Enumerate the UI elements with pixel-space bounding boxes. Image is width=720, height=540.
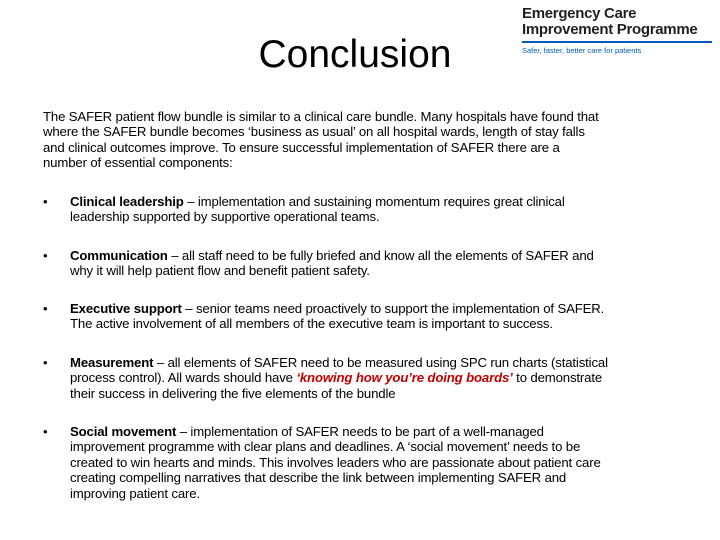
bullet-term: Clinical leadership [70,194,184,209]
bullet-text: why it will help patient flow and benefit patient safety. [70,263,370,279]
bullet-text: – implementation of SAFER needs to be part of a well-managed [176,424,544,439]
bullet-text: – all staff need to be fully briefed and know all the elements of SAFER and [167,248,594,263]
logo-tagline: Safer, faster, better care for patients [522,45,642,55]
slide-title: Conclusion [258,33,452,76]
bullet-term: Communication [70,248,168,263]
intro-line: The SAFER patient flow bundle is similar to a clinical care bundle. Many hospitals have found that [43,109,599,124]
bullet-text: – all elements of SAFER need to be measured using SPC run charts (statistical [153,355,608,370]
bullet-text: process control). All wards should have [70,370,297,386]
bullet-text: created to win hearts and minds. This involves leaders who are passionate about patient care [70,454,601,470]
intro-line: number of essential components: [43,155,233,171]
bullet-text: creating compelling narratives that describe the link between implementing SAFER and [70,470,567,486]
bullet-text: leadership supported by supportive operational teams. [70,209,380,225]
bullet-marker: • [43,301,48,316]
bullet-text: – senior teams need proactively to support the implementation of SAFER. [181,301,605,316]
bullet-text: improving patient care. [70,485,200,501]
bullet-marker: • [43,424,48,439]
bullet-text: to demonstrate [512,370,603,386]
intro-line: where the SAFER bundle becomes ‘business as usual’ on all hospital wards, length of stay falls [43,124,585,140]
bullet-term: Social movement [70,424,177,439]
bullet-text: The active involvement of all members of the executive team is important to success. [70,316,553,332]
bullet-marker: • [43,355,48,370]
logo-line-1: Emergency Care [522,5,637,22]
bullet-term: Measurement [70,355,154,370]
bullet-marker: • [43,194,48,209]
ecip-logo [522,6,712,55]
logo-divider [522,41,712,43]
bullet-marker: • [43,248,48,263]
bullet-text: their success in delivering the five elements of the bundle [70,385,396,401]
intro-line: and clinical outcomes improve. To ensure successful implementation of SAFER there are a [43,139,560,155]
bullet-text: improvement programme with clear plans and deadlines. A ‘social movement’ needs to be [70,439,581,455]
bullet-term: Executive support [70,301,182,316]
highlight-text: ‘knowing how you’re doing boards’ [296,370,513,386]
logo-line-2: Improvement Programme [522,21,698,38]
intro-paragraph [43,109,599,171]
bullet-text: – implementation and sustaining momentum requires great clinical [183,194,565,209]
